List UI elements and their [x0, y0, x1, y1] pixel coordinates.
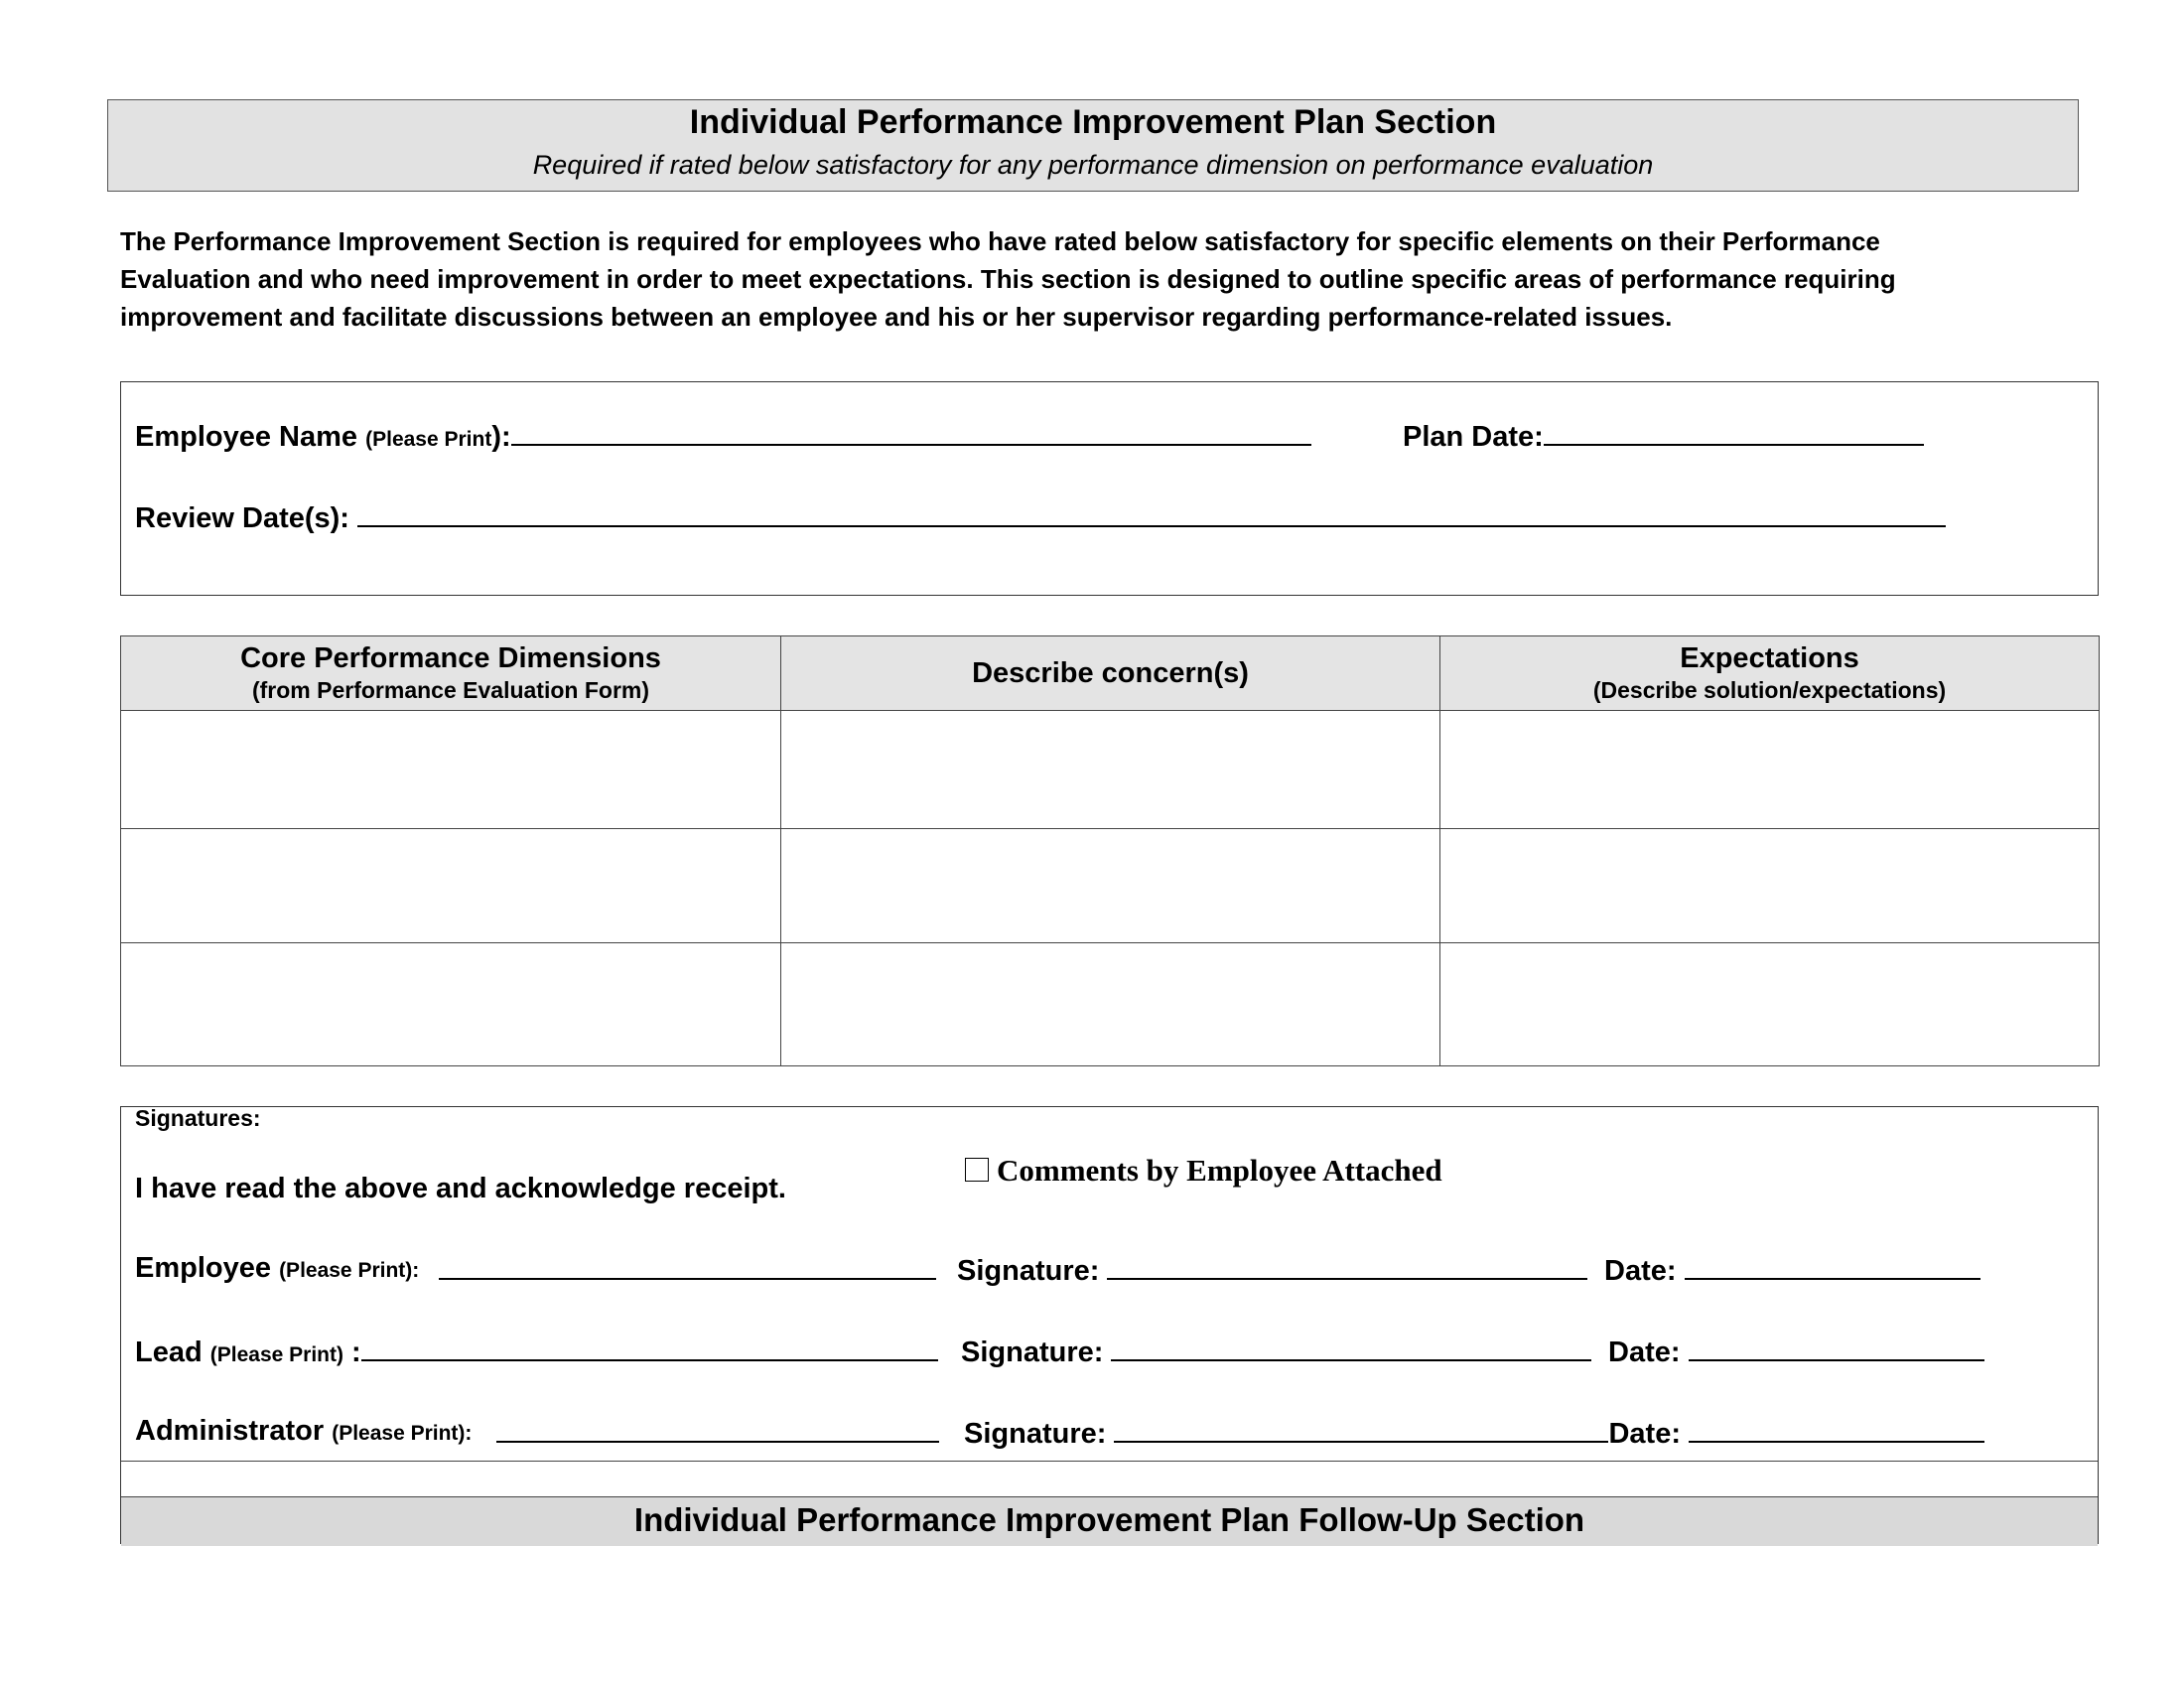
signature-label: Signature: — [957, 1255, 1100, 1287]
intro-line: The Performance Improvement Section is required for employees who have rated below satisfactory for specific elements on their Performance — [120, 226, 1880, 256]
employee-signature-row — [135, 1252, 419, 1285]
please-print-note: (Please Print) — [209, 1343, 343, 1366]
dimension-cell[interactable] — [121, 943, 781, 1066]
review-dates-field[interactable] — [357, 499, 1946, 527]
administrator-signature-field[interactable] — [1114, 1415, 1608, 1443]
review-dates-row — [135, 499, 1946, 535]
intro-paragraph — [120, 222, 2056, 336]
lead-print-field[interactable] — [361, 1334, 938, 1361]
form-subtitle: Required if rated below satisfactory for any performance dimension on performance evaluation — [532, 150, 1654, 180]
employee-info-box — [120, 381, 2099, 596]
administrator-date-field[interactable] — [1689, 1415, 1984, 1443]
employee-label: Employee — [135, 1252, 271, 1284]
dimension-cell[interactable] — [121, 829, 781, 943]
col-expectations-sub: (Describe solution/expectations) — [1592, 677, 1947, 703]
intro-line: Evaluation and who need improvement in order to meet expectations. This section is designed to outline specific areas of performance requiring — [120, 264, 1896, 294]
employee-print-field[interactable] — [439, 1252, 936, 1280]
employee-print-field-wrap — [439, 1252, 936, 1288]
lead-label: Lead — [135, 1336, 203, 1368]
signature-label: Signature: — [964, 1418, 1107, 1450]
lead-colon: : — [351, 1336, 361, 1368]
expectation-cell[interactable] — [1440, 829, 2100, 943]
concern-cell[interactable] — [781, 829, 1440, 943]
acknowledge-text: I have read the above and acknowledge receipt. — [135, 1173, 786, 1204]
employee-signature-field[interactable] — [1107, 1252, 1587, 1280]
performance-concerns-table — [120, 635, 2100, 1066]
table-row — [121, 711, 2100, 829]
administrator-signature-wrap — [964, 1415, 1984, 1451]
employee-name-label: Employee Name — [135, 421, 358, 453]
table-row — [121, 943, 2100, 1066]
please-print-note: (Please Print): — [279, 1259, 420, 1282]
expectation-cell[interactable] — [1440, 711, 2100, 829]
concern-cell[interactable] — [781, 711, 1440, 829]
comments-checkbox-label: Comments by Employee Attached — [997, 1153, 1442, 1188]
employee-name-field[interactable] — [511, 418, 1311, 446]
plan-date-label: Plan Date: — [1403, 421, 1544, 453]
date-label: Date: — [1608, 1336, 1681, 1368]
table-header-row — [121, 636, 2100, 711]
administrator-print-field[interactable] — [496, 1415, 939, 1443]
spacer-row — [121, 1461, 2098, 1497]
signatures-box — [120, 1106, 2099, 1544]
administrator-signature-row — [135, 1415, 472, 1448]
dimension-cell[interactable] — [121, 711, 781, 829]
col-concerns-title: Describe concern(s) — [972, 657, 1249, 689]
intro-line: improvement and facilitate discussions between an employee and his or her supervisor regarding performance-related issues. — [120, 302, 1673, 332]
form-title: Individual Performance Improvement Plan Section — [689, 103, 1497, 141]
follow-up-section-title: Individual Performance Improvement Plan Follow-Up Section — [121, 1496, 2098, 1546]
lead-date-wrap — [1608, 1334, 1984, 1369]
please-print-note: (Please Print): — [332, 1422, 473, 1445]
date-label: Date: — [1608, 1418, 1681, 1450]
employee-date-field[interactable] — [1685, 1252, 1980, 1280]
table-row — [121, 829, 2100, 943]
form-header — [107, 99, 2079, 192]
expectation-cell[interactable] — [1440, 943, 2100, 1066]
comments-checkbox-row — [965, 1153, 1442, 1189]
col-concerns-header — [781, 636, 1440, 711]
lead-date-field[interactable] — [1689, 1334, 1984, 1361]
employee-signature-wrap — [957, 1252, 1587, 1288]
employee-date-wrap — [1604, 1252, 1980, 1288]
please-print-note: (Please Print — [365, 428, 492, 451]
administrator-label: Administrator — [135, 1415, 325, 1447]
review-dates-label: Review Date(s): — [135, 502, 349, 534]
lead-signature-wrap — [961, 1334, 1591, 1369]
col-core-dimensions-sub: (from Performance Evaluation Form) — [251, 677, 650, 703]
comments-checkbox[interactable] — [965, 1158, 989, 1182]
col-expectations-header — [1440, 636, 2100, 711]
col-expectations-title: Expectations — [1680, 642, 1859, 674]
lead-signature-row — [135, 1334, 938, 1369]
employee-name-row — [135, 418, 1311, 454]
date-label: Date: — [1604, 1255, 1677, 1287]
col-core-dimensions-header — [121, 636, 781, 711]
employee-name-suffix: ): — [491, 421, 511, 453]
administrator-print-field-wrap — [496, 1415, 939, 1451]
col-core-dimensions-title: Core Performance Dimensions — [240, 642, 661, 674]
plan-date-field[interactable] — [1544, 418, 1924, 446]
signature-label: Signature: — [961, 1336, 1104, 1368]
plan-date-row — [1403, 418, 1924, 454]
concern-cell[interactable] — [781, 943, 1440, 1066]
lead-signature-field[interactable] — [1111, 1334, 1591, 1361]
signatures-label: Signatures: — [135, 1105, 261, 1131]
